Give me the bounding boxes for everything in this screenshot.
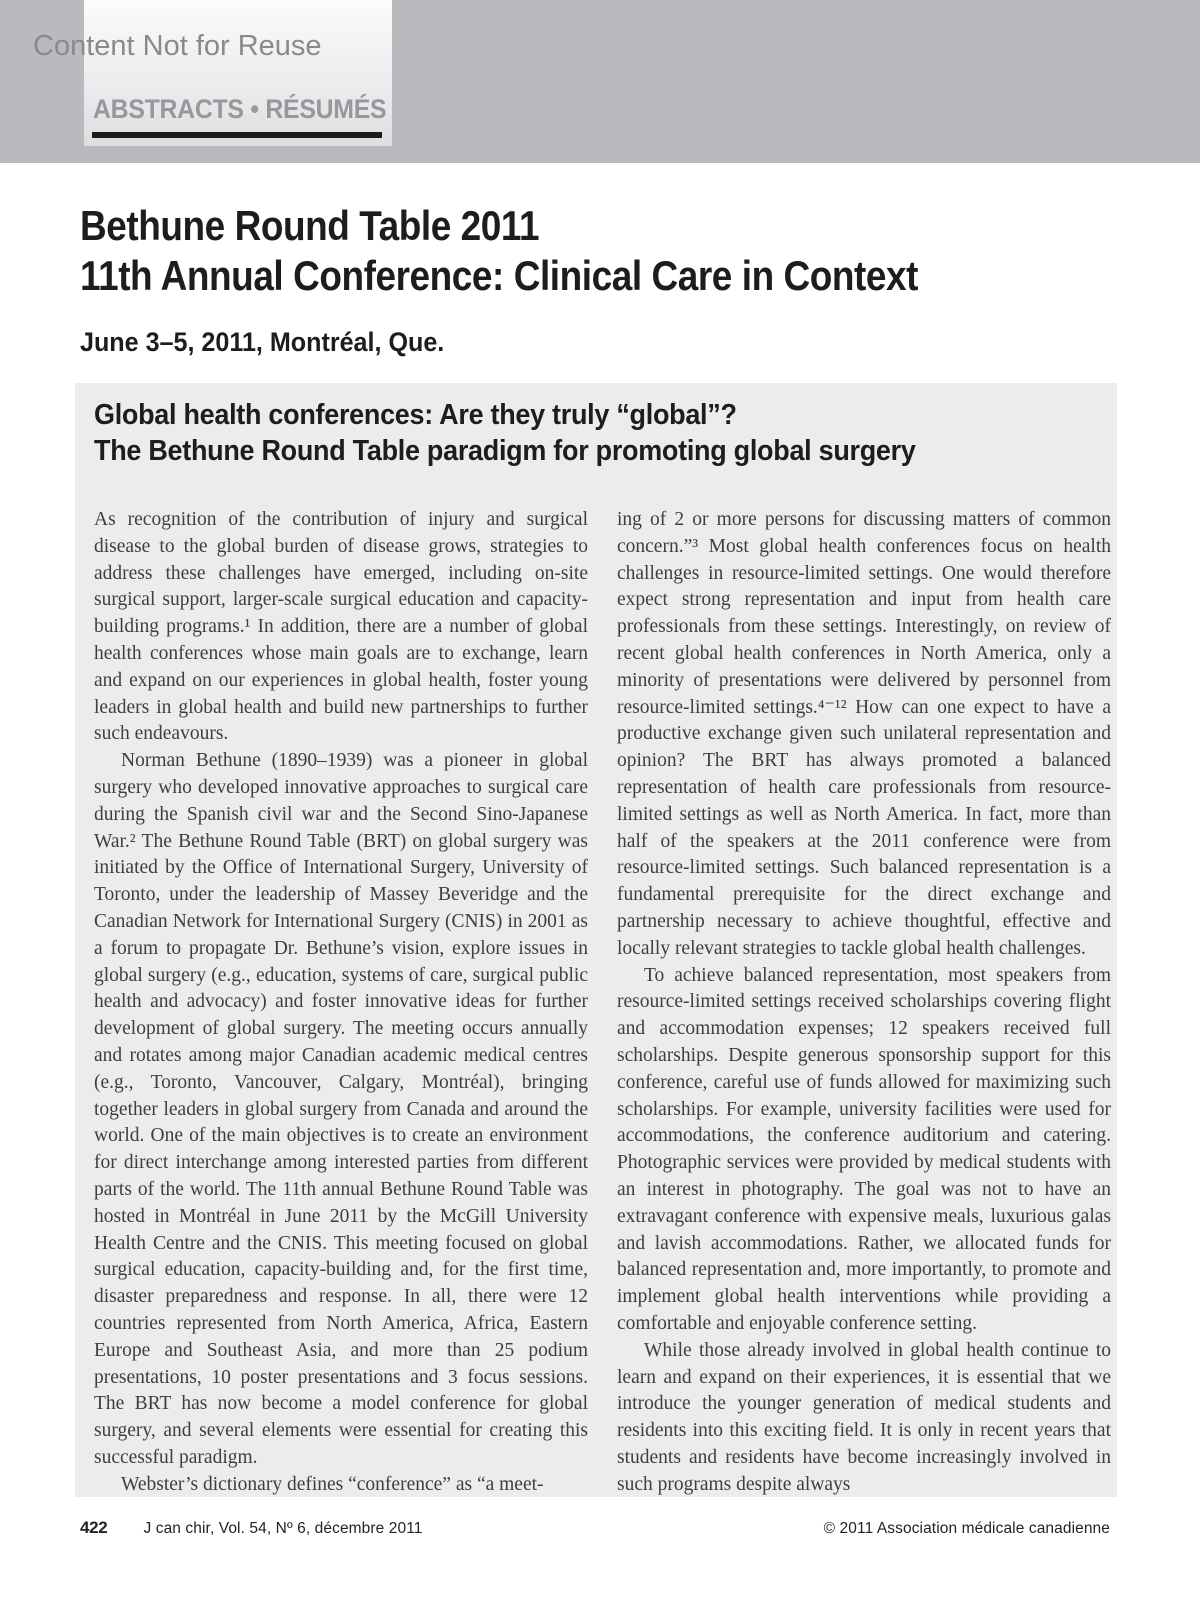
section-underline-rule: [92, 132, 382, 138]
abstract-paragraph: To achieve balanced representation, most speakers from resource-limited settings received scholarships covering flight and accommodation expenses; 12 speakers received full scholarships. Despite generous sponsorship support for this conference, careful use of funds allowed for maximizing such scholarships. For example, university facilities were used for accommodations, the conference auditorium and catering. Photographic services were provided by medical students with an interest in photography. The goal was not to have an extravagant conference with expensive meals, luxurious galas and lavish accommodations. Rather, we allocated funds for balanced representation and, more importantly, to promote and implement global health interventions while providing a comfortable and enjoyable conference setting.: [617, 964, 1111, 1334]
page-title-line1: Bethune Round Table 2011: [80, 202, 540, 249]
copyright-notice: © 2011 Association médicale canadienne: [823, 1520, 1110, 1537]
abstract-heading-line1: Global health conferences: Are they truly “global”?: [94, 399, 737, 431]
abstract-heading-line2: The Bethune Round Table paradigm for promoting global surgery: [94, 435, 916, 467]
left-column: [94, 507, 588, 1497]
page-title-line2: 11th Annual Conference: Clinical Care in Context: [80, 252, 919, 299]
abstracts-banner: [0, 0, 1200, 163]
abstract-paragraph: ing of 2 or more persons for discussing matters of common concern.”³ Most global health conferences focus on health challenges in resource-limited settings. One would therefore expect strong representation and input from health care professionals from these settings. Interestingly, on review of recent global health conferences in North America, only a minority of presentations were delivered by personnel from resource-limited settings.⁴⁻¹² How can one expect to have a productive exchange given such unilateral representation and opinion? The BRT has always promoted a balanced representation of health care professionals from resource-limited settings as well as North America. In fact, more than half of the speakers at the 2011 conference were from resource-limited settings. Such balanced representation is a fundamental prerequisite for the direct exchange and partnership necessary to achieve thoughtful, effective and locally relevant strategies to tackle global health challenges.: [617, 509, 1111, 959]
abstract-panel: [75, 383, 1117, 1497]
journal-citation: J can chir, Vol. 54, Nº 6, décembre 2011: [143, 1520, 423, 1537]
page-title: [80, 201, 918, 301]
abstract-paragraph: While those already involved in global health continue to learn and expand on their experiences, it is essential that we introduce the younger generation of medical students and residents into this exciting field. It is only in recent years that students and residents have become increasingly involved in such programs despite always: [617, 1339, 1111, 1495]
abstract-paragraph: Webster’s dictionary defines “conference” as “a meet-: [121, 1473, 544, 1495]
abstract-heading: [94, 397, 1040, 469]
right-column: [617, 507, 1111, 1497]
page-number: 422: [80, 1518, 108, 1537]
page-footer: [80, 1518, 1110, 1538]
section-label: ABSTRACTS • RÉSUMÉS: [93, 94, 387, 124]
abstract-body: [94, 507, 1111, 1497]
content-not-for-reuse-watermark: Content Not for Reuse: [33, 30, 322, 62]
abstract-paragraph: As recognition of the contribution of injury and surgical disease to the global burden of disease grows, strategies to address these challenges have emerged, including on-site surgical support, larger-scale surgical education and capacity-building programs.¹ In addition, there are a number of global health conferences whose main goals are to exchange, learn and expand on our experiences in global health, foster young leaders in global health and build new partnerships to further such endeavours.: [94, 509, 588, 745]
abstract-paragraph: Norman Bethune (1890–1939) was a pioneer in global surgery who developed innovative approaches to surgical care during the Spanish civil war and the Second Sino-Japanese War.² The Bethune Round Table (BRT) on global surgery was initiated by the Office of International Surgery, University of Toronto, under the leadership of Massey Beveridge and the Canadian Network for International Surgery (CNIS) in 2001 as a forum to propagate Dr. Bethune’s vision, explore issues in global surgery (e.g., education, systems of care, surgical public health and advocacy) and foster innovative ideas for further development of global surgery. The meeting occurs annually and rotates among major Canadian academic medical centres (e.g., Toronto, Vancouver, Calgary, Montréal), bringing together leaders in global surgery from Canada and around the world. One of the main objectives is to create an environment for direct interchange among interested parties from different parts of the world. The 11th annual Bethune Round Table was hosted in Montréal in June 2011 by the McGill University Health Centre and the CNIS. This meeting focused on global surgical education, capacity-building and, for the first time, disaster preparedness and response. In all, there were 12 countries represented from North America, Africa, Eastern Europe and Southeast Asia, and more than 25 podium presentations, 10 poster presentations and 3 focus sessions. The BRT has now become a model conference for global surgery, and several elements were essential for creating this successful paradigm.: [94, 750, 588, 1468]
conference-date-location: June 3–5, 2011, Montréal, Que.: [80, 327, 445, 357]
